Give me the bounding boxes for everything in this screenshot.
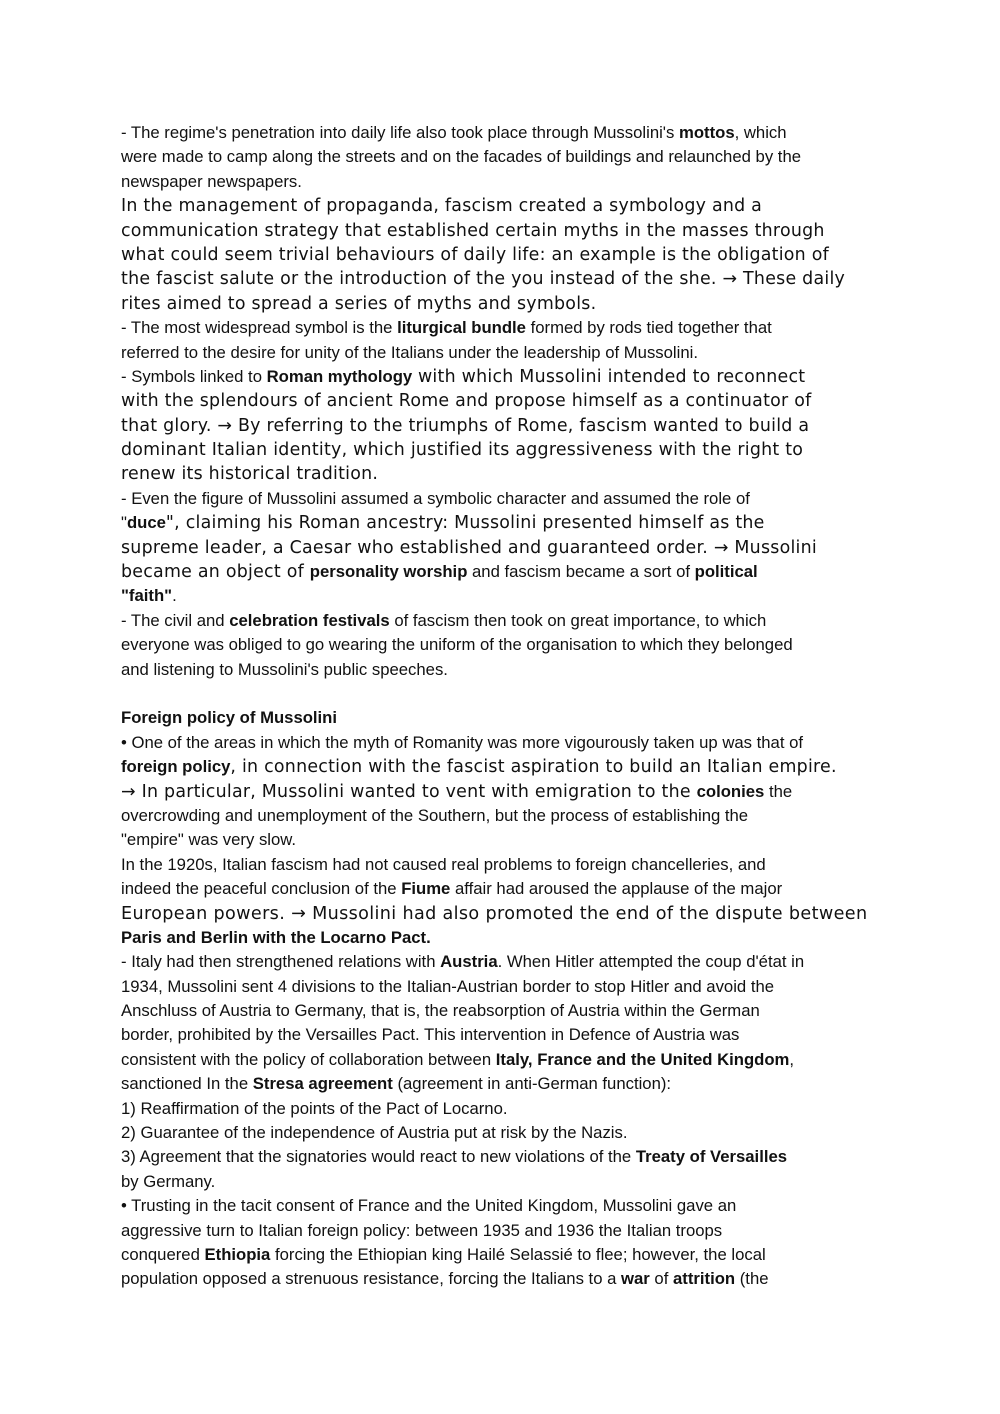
text-run: , (789, 1049, 795, 1069)
text-line (121, 609, 881, 633)
text-run: - Symbols linked to (121, 366, 267, 386)
text-line (121, 560, 881, 584)
bold-text: Austria (440, 952, 498, 972)
text-line (121, 1023, 881, 1047)
bold-text: Stresa agreement (252, 1074, 393, 1094)
bold-text: attrition (673, 1269, 736, 1289)
text-line (121, 194, 881, 218)
text-line (121, 828, 881, 852)
text-run: . (172, 586, 177, 606)
bold-text: Fiume (401, 879, 451, 899)
text-line (121, 950, 881, 974)
text-run: everyone was obliged to go wearing the uniform of the organisation to which they belonged (121, 635, 793, 655)
text-run: population opposed a strenuous resistance, forcing the Italians to a (121, 1269, 622, 1289)
text-line (121, 999, 881, 1023)
text-run: conquered (121, 1244, 205, 1264)
text-line (121, 121, 881, 145)
text-run: indeed the peaceful conclusion of the (121, 879, 402, 899)
text-line (121, 877, 881, 901)
text-line (121, 1243, 881, 1267)
text-line (121, 414, 881, 438)
section-heading (121, 706, 881, 730)
bold-text: celebration festivals (229, 610, 390, 630)
text-run: " (121, 513, 127, 533)
text-line (121, 341, 881, 365)
text-line (121, 853, 881, 877)
text-run: - Italy had then strengthened relations with (121, 952, 441, 972)
text-run: affair had aroused the applause of the major (450, 879, 783, 899)
text-run: that glory. → By referring to the triumphs of Rome, fascism wanted to build a (121, 415, 810, 436)
text-run: Anschluss of Austria to Germany, that is, the reabsorption of Austria within the German (121, 1001, 760, 1021)
text-run: . When Hitler attempted the coup d'état in (497, 952, 805, 972)
text-line (121, 316, 881, 340)
text-run: aggressive turn to Italian foreign policy: between 1935 and 1936 the Italian troops (121, 1220, 723, 1240)
text-line (121, 243, 881, 267)
text-line (121, 926, 881, 950)
text-line (121, 1267, 881, 1291)
bold-text: personality worship (309, 562, 468, 582)
text-line (121, 511, 881, 535)
text-run: supreme leader, a Caesar who established and guaranteed order. → Mussolini (121, 537, 817, 558)
text-line (121, 584, 881, 608)
text-line (121, 902, 881, 926)
text-run: → In particular, Mussolini wanted to vent with emigration to the (121, 781, 697, 802)
text-run: - Even the figure of Mussolini assumed a symbolic character and assumed the role of (121, 488, 750, 508)
text-run: newspaper newspapers. (121, 171, 302, 191)
text-run: forcing the Ethiopian king Hailé Selassié to flee; however, the local (270, 1244, 766, 1264)
text-run: In the management of propaganda, fascism created a symbology and a (121, 196, 763, 217)
text-line (121, 731, 881, 755)
text-run: - The regime's penetration into daily life also took place through Mussolini's (121, 123, 679, 142)
bold-text: Italy, France and the United Kingdom (495, 1049, 790, 1069)
text-run: • One of the areas in which the myth of Romanity was more vigourously taken up was that of (121, 732, 804, 752)
text-run: renew its historical tradition. (121, 464, 379, 485)
bold-text: liturgical bundle (397, 318, 526, 338)
text-run: 3) Agreement that the signatories would react to new violations of the (121, 1147, 636, 1167)
text-run: "empire" was very slow. (121, 830, 297, 850)
text-line (121, 462, 881, 486)
bold-text: Treaty of Versailles (635, 1147, 788, 1167)
text-run: 1) Reaffirmation of the points of the Pact of Locarno. (121, 1098, 508, 1118)
text-run: of fascism then took on great importance, to which (389, 610, 767, 630)
text-line (121, 170, 881, 194)
text-run: formed by rods tied together that (525, 318, 772, 338)
text-line (121, 267, 881, 291)
text-line (121, 1145, 881, 1169)
text-run: by Germany. (121, 1171, 216, 1191)
bold-text: Paris and Berlin with the Locarno Pact. (121, 927, 431, 947)
text-line (121, 1072, 881, 1096)
text-run: and listening to Mussolini's public speeches. (121, 659, 448, 679)
text-run: dominant Italian identity, which justified its aggressiveness with the right to (121, 440, 804, 461)
text-run: consistent with the policy of collaboration between (121, 1049, 496, 1069)
text-run: (agreement in anti-German function): (392, 1074, 672, 1094)
text-line (121, 1048, 881, 1072)
text-line (121, 633, 881, 657)
text-line (121, 389, 881, 413)
text-line (121, 1219, 881, 1243)
text-run: rites aimed to spread a series of myths and symbols. (121, 293, 597, 314)
text-line (121, 1121, 881, 1145)
text-run: of (649, 1269, 673, 1289)
blank-line (121, 682, 881, 706)
text-run: with the splendours of ancient Rome and propose himself as a continuator of (121, 391, 812, 412)
text-run: European powers. → Mussolini had also promoted the end of the dispute between (121, 903, 868, 924)
bold-text: duce (126, 513, 166, 533)
bold-text: mottos (678, 123, 735, 142)
text-run: the fascist salute or the introduction of the you instead of the she. → These daily (121, 269, 846, 290)
text-line (121, 1170, 881, 1194)
text-run: what could seem trivial behaviours of daily life: an example is the obligation of (121, 244, 829, 265)
text-line (121, 536, 881, 560)
text-run: • Trusting in the tacit consent of France and the United Kingdom, Mussolini gave an (121, 1196, 737, 1216)
bold-text: foreign policy (121, 757, 231, 777)
text-run: 1934, Mussolini sent 4 divisions to the Italian-Austrian border to stop Hitler and avoid the (121, 976, 775, 996)
bold-text: Foreign policy of Mussolini (121, 708, 338, 728)
text-run: , claiming his Roman ancestry: Mussolini presented himself as the (174, 513, 765, 534)
text-line (121, 975, 881, 999)
text-line (121, 145, 881, 169)
bold-text: colonies (696, 781, 765, 801)
text-line (121, 292, 881, 316)
text-line (121, 438, 881, 462)
text-line (121, 780, 881, 804)
text-line (121, 804, 881, 828)
text-run: referred to the desire for unity of the Italians under the leadership of Mussolini. (121, 342, 698, 362)
text-line (121, 755, 881, 779)
text-run: overcrowding and unemployment of the Southern, but the process of establishing the (121, 805, 749, 825)
bold-text: "faith" (121, 586, 173, 606)
text-run: In the 1920s, Italian fascism had not caused real problems to foreign chancelleries, and (121, 854, 766, 874)
text-line (121, 658, 881, 682)
text-line (121, 1097, 881, 1121)
text-run: with which Mussolini intended to reconnect (412, 366, 806, 387)
text-run: communication strategy that established certain myths in the masses through (121, 220, 825, 241)
text-line (121, 219, 881, 243)
text-run: - The civil and (121, 610, 230, 630)
text-line (121, 365, 881, 389)
text-run: , in connection with the fascist aspiration to build an Italian empire. (230, 757, 837, 778)
text-run: became an object of (121, 562, 310, 583)
document-page (121, 121, 881, 1292)
bold-text: Roman mythology (266, 366, 413, 386)
text-run: , which (734, 123, 787, 142)
text-run: 2) Guarantee of the independence of Austria put at risk by the Nazis. (121, 1123, 628, 1143)
text-line (121, 487, 881, 511)
text-run: - The most widespread symbol is the (121, 318, 398, 338)
text-run: were made to camp along the streets and on the facades of buildings and relaunched by the (121, 147, 801, 167)
bold-text: war (621, 1269, 650, 1289)
bold-text: Ethiopia (204, 1244, 271, 1264)
text-run: and fascism became a sort of (467, 562, 695, 582)
bold-text: political (694, 562, 758, 582)
text-line (121, 1194, 881, 1218)
text-run: (the (735, 1269, 769, 1289)
text-run: sanctioned In the (121, 1074, 253, 1094)
text-run: border, prohibited by the Versailles Pact. This intervention in Defence of Austria was (121, 1025, 740, 1045)
text-run: the (764, 781, 793, 801)
text-run: " (165, 513, 175, 534)
